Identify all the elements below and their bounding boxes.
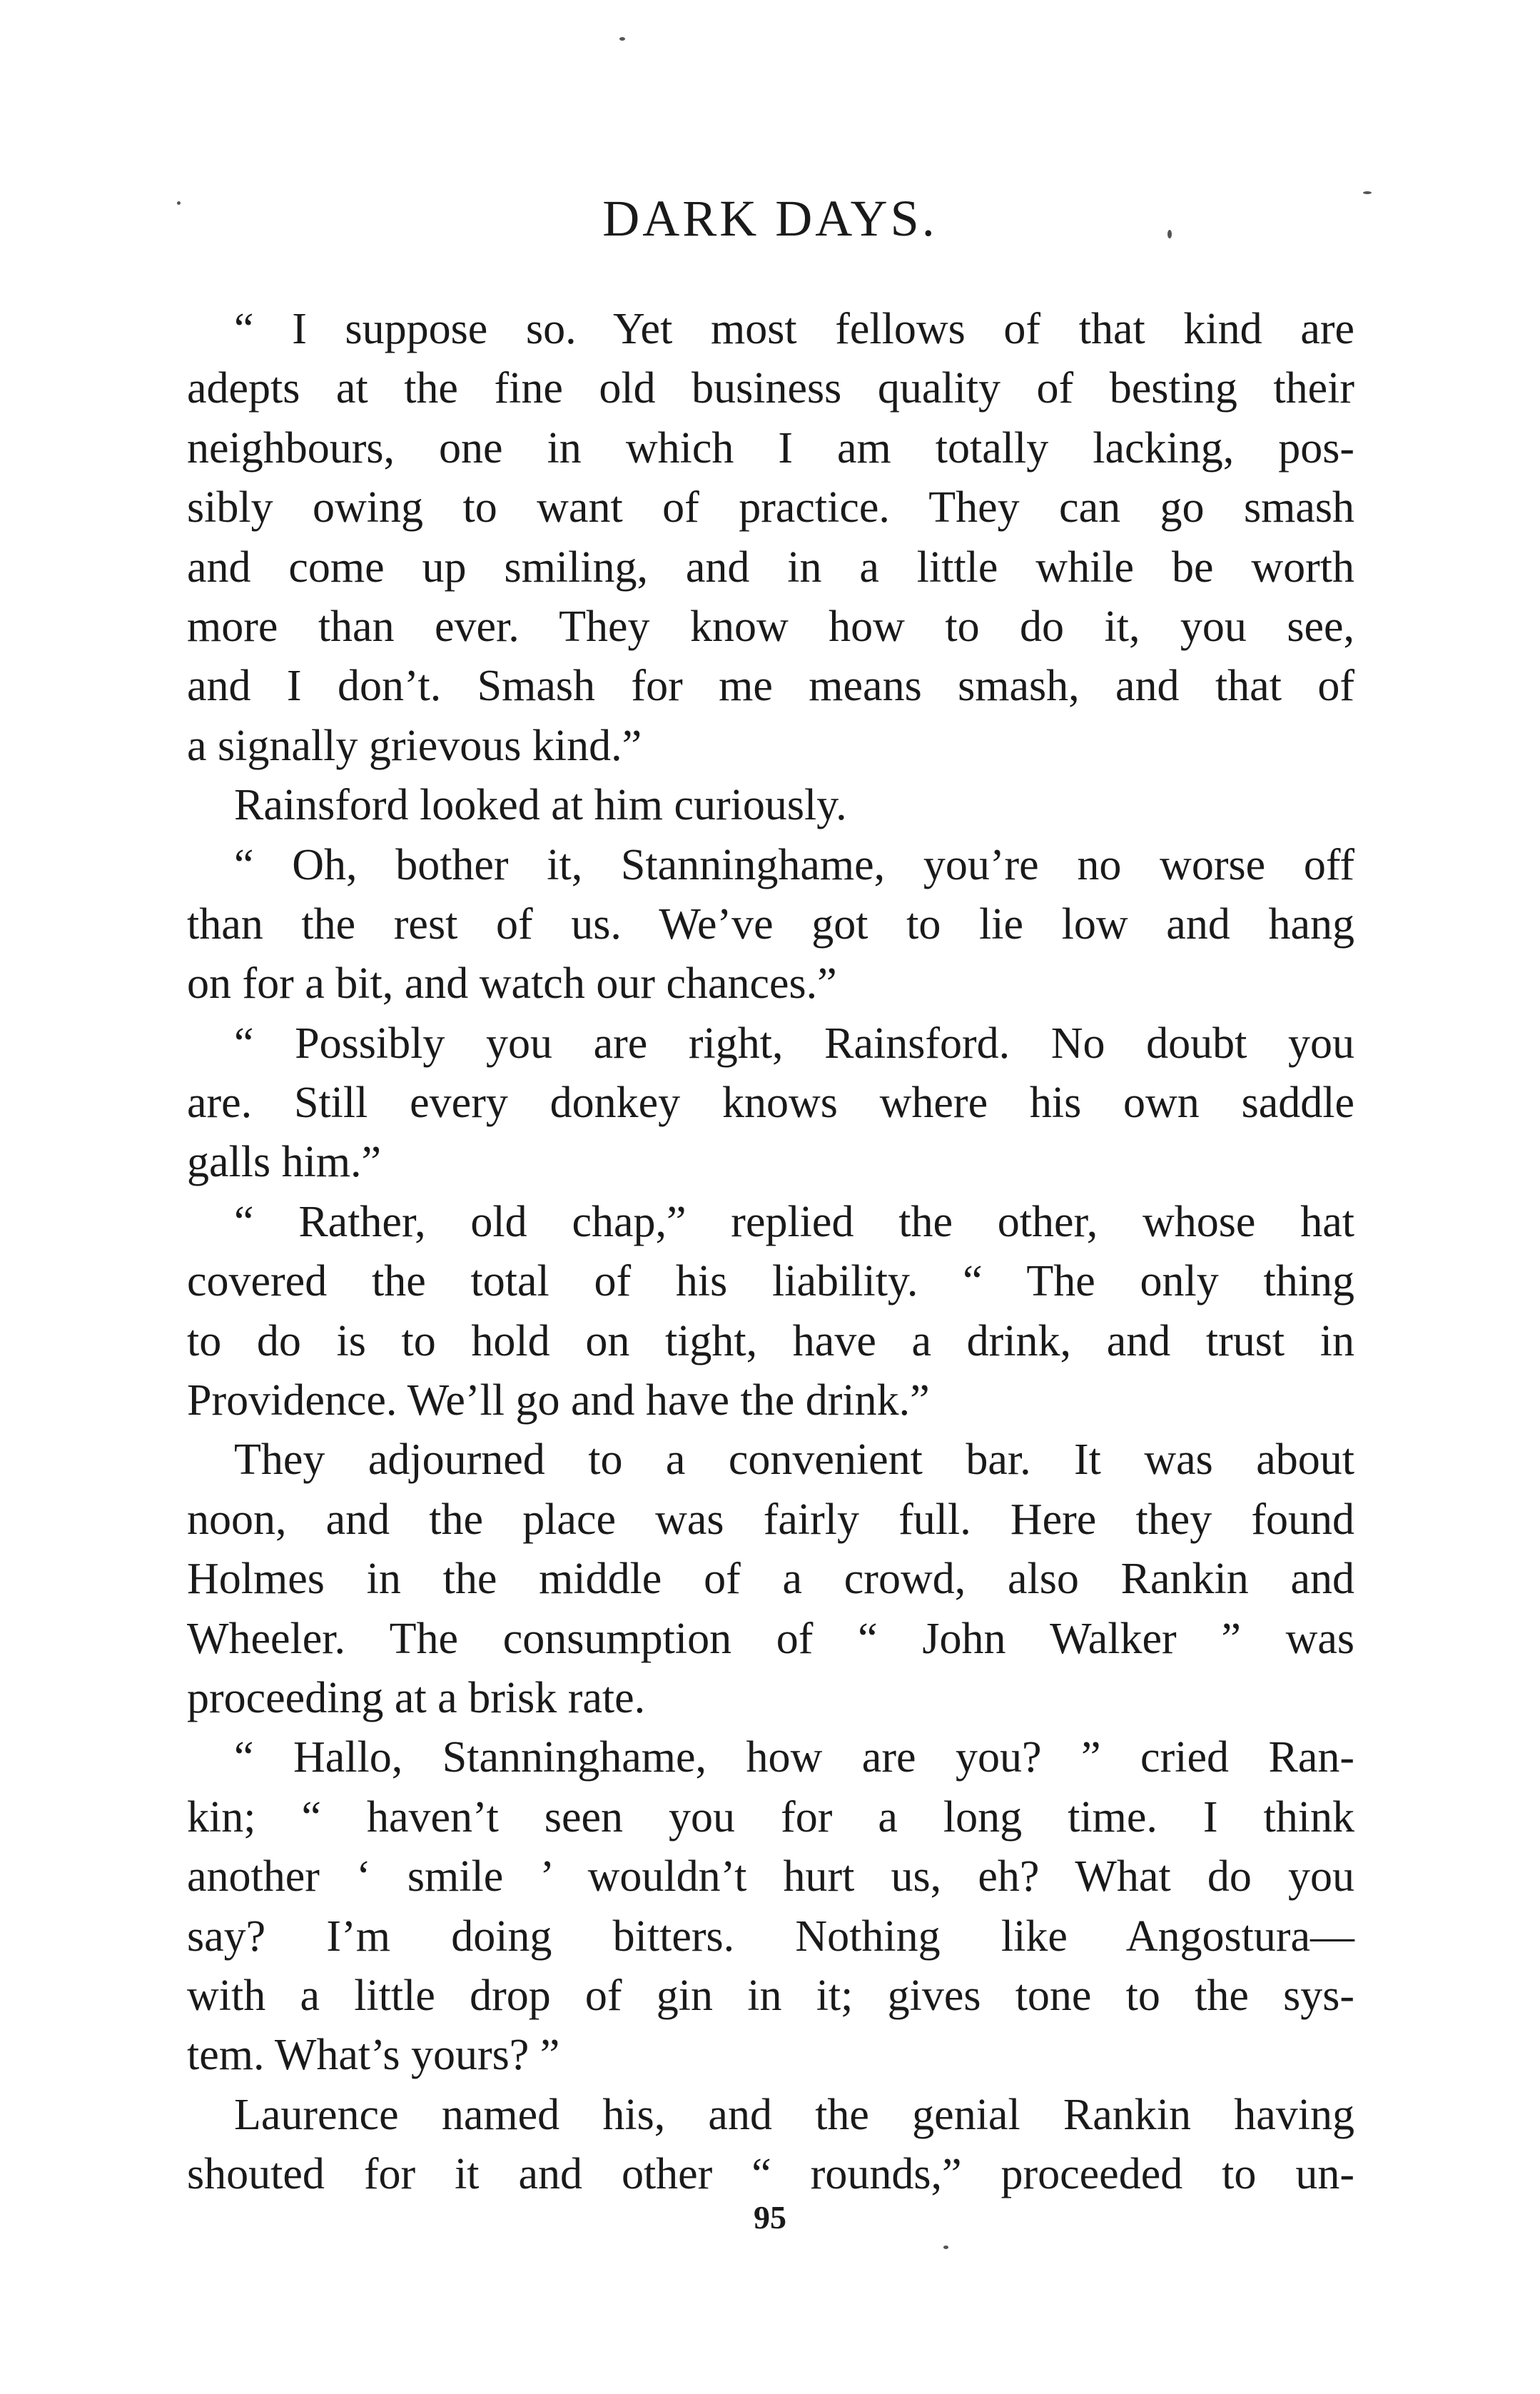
text-line: shouted for it and other “ rounds,” proceeded to un- — [187, 2150, 1354, 2199]
text-line: and come up smiling, and in a little while be worth — [187, 542, 1354, 592]
scan-speck — [1363, 191, 1372, 194]
text-line: “ Oh, bother it, Stanninghame, you’re no worse off — [234, 840, 1354, 889]
text-line: another ‘ smile ’ wouldn’t hurt us, eh? What do you — [187, 1852, 1354, 1901]
text-line: and I don’t. Smash for me means smash, and that of — [187, 662, 1354, 711]
text-line: to do is to hold on tight, have a drink, and trust in — [187, 1316, 1354, 1365]
running-head: DARK DAYS. — [602, 190, 938, 247]
text-line: adepts at the fine old business quality of besting their — [187, 364, 1354, 413]
text-line: Laurence named his, and the genial Rankin having — [234, 2090, 1354, 2139]
body-text — [187, 300, 1354, 2205]
text-line: Holmes in the middle of a crowd, also Rankin and — [187, 1555, 1354, 1604]
scan-speck — [177, 201, 181, 205]
text-line: They adjourned to a convenient bar. It was about — [234, 1435, 1354, 1485]
text-line: Rainsford looked at him curiously. — [234, 781, 847, 830]
text-line: kin; “ haven’t seen you for a long time. I think — [187, 1792, 1354, 1842]
text-line: tem. What’s yours? ” — [187, 2031, 560, 2080]
text-line: neighbours, one in which I am totally lacking, pos- — [187, 423, 1354, 473]
text-line: a signally grievous kind.” — [187, 721, 642, 770]
text-line: than the rest of us. We’ve got to lie low and hang — [187, 899, 1354, 949]
scan-speck — [943, 2246, 948, 2249]
text-line: are. Still every donkey knows where his own saddle — [187, 1079, 1354, 1128]
text-line: galls him.” — [187, 1138, 382, 1187]
text-line: “ Rather, old chap,” replied the other, whose hat — [234, 1197, 1354, 1246]
text-line: with a little drop of gin in it; gives tone to the sys- — [187, 1971, 1354, 2020]
text-line: “ Possibly you are right, Rainsford. No doubt you — [234, 1019, 1354, 1068]
text-line: Wheeler. The consumption of “ John Walker ” was — [187, 1614, 1354, 1663]
text-line: proceeding at a brisk rate. — [187, 1673, 646, 1722]
text-line: noon, and the place was fairly full. Here they found — [187, 1495, 1354, 1544]
text-line: on for a bit, and watch our chances.” — [187, 959, 837, 1009]
text-line: say? I’m doing bitters. Nothing like Angostura— — [187, 1911, 1354, 1961]
text-line: more than ever. They know how to do it, you see, — [187, 602, 1354, 651]
scan-speck — [1167, 230, 1172, 238]
text-line: “ Hallo, Stanninghame, how are you? ” cried Ran- — [234, 1733, 1354, 1782]
text-line: “ I suppose so. Yet most fellows of that kind are — [234, 305, 1354, 353]
text-line: Providence. We’ll go and have the drink.” — [187, 1376, 930, 1425]
page-number: 95 — [754, 2199, 786, 2236]
text-line: covered the total of his liability. “ The only thing — [187, 1257, 1354, 1306]
scan-speck — [619, 37, 625, 41]
text-line: sibly owing to want of practice. They can go smash — [187, 483, 1354, 532]
